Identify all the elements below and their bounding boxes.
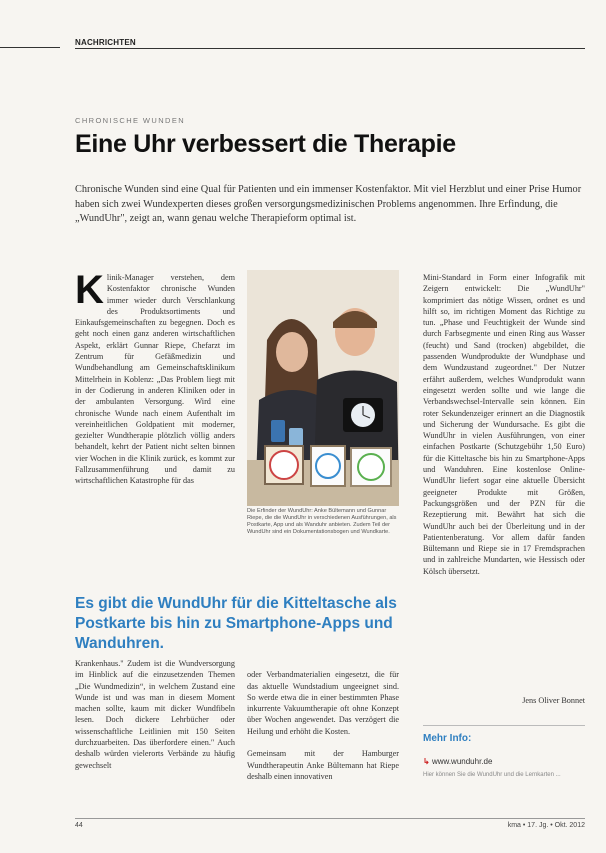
- footer-publication: kma • 17. Jg. • Okt. 2012: [507, 822, 585, 829]
- top-rule-left: [0, 47, 60, 48]
- link-arrow-icon: ↳: [423, 757, 430, 766]
- photo-caption: Die Erfinder der WundUhr: Anke Bültemann und Gunnar Riepe, die die WundUhr in verschiedenen Ausführungen, als Postkarte, App und als Wanduhr anbieten. Zudem Teil der WundUhr sind ein Dokumentationsbogen und Wundkarte.: [247, 508, 397, 535]
- photo-illustration: [247, 270, 399, 506]
- article-column-1-continued: [75, 658, 235, 808]
- article-lead: Chronische Wunden sind eine Qual für Patienten und ein immenser Kostenfaktor. Mit viel Herzblut und einer Prise Humor haben sich zwei Wundexperten dieses großen versorgungsmedizinischen Problems angenommen. Ihre Erfindung, die „WundUhr", zeigt an, wann genau welche Therapieform optimal ist.: [75, 184, 582, 224]
- column-3-text: Mini-Standard in Form einer Infografik mit Zeigern entwickelt: Die „WundUhr" komprimiert das nötige Wissen, ordnet es und hilft so, im richtigen Moment das Richtige zu tun. „Phase und Feuchtigkeit der Wunde sind durch Farbsegmente und einen Ring aus Wasser (feucht) und Sand (trocken) abgebildet, die passenden Wundprodukte der Wundphase und dem Wundzustand zugeordnet." Der Nutzer erfährt außerdem, welches Wundprodukt wann eingesetzt werden sollte und wie lange die Verbandswechsel-Intervalle sein können. Ein roter Sekundenzeiger erinnert an die Diagnostik und Sicherung der Wundursache. Es gibt die WundUhr in vielen Ausführungen, von einer einfachen Postkarte (Schutzgebühr 1,50 Euro) für die Kitteltasche bis hin zu Smartphone-Apps und Wanduhren. Eine kostenlose Online-WundUhr liefert sogar eine aktuelle Übersicht geeigneter Produkte mit Größen, Packungsgrößen und der PZN für die Rezeptierung mit. Bewährt hat sich die WundUhr auch bei der Überleitung und in der Patientenberatung. Vor allem dafür fanden Bültemann und Riepe sie in 17 Fremdsprachen und in zahlreiche Mundarten, wie Hessisch oder Kölsch übersetzt.: [423, 273, 585, 576]
- column-1-continued-text: Krankenhaus." Zudem ist die Wundversorgung im Hinblick auf die einzusetzenden Themen „Die Wundmedizin“, in welchem Zustand eine Wunde ist und was man in diesem Moment machen sollte, kaum mit dicker Wundfibeln lesen. Doch dickere Lehrbücher oder wissenschaftliche Leitlinien mit 150 Seiten durchzuarbeiten. Das überfordere einen." Auch deshalb würden vielerorts Verbände zu häufig gewechselt: [75, 659, 235, 770]
- dropcap: K: [75, 272, 104, 312]
- more-info-label: Mehr Info:: [423, 733, 472, 744]
- footer-rule: [75, 818, 585, 819]
- page-number: 44: [75, 822, 83, 829]
- column-2-continued-text: oder Verbandmaterialien eingesetzt, die für das aktuelle Wundstadium ungeeignet sind. So werde etwa die in einer bestimmten Phase inkurrente Vakuumtherapie oft ohne Konzept über Wochen angewendet. Das verzögert die Heilung und erhöht die Kosten. Gemeinsam mit der Hamburger Wundtherapeutin Anke Bültemann hat Riepe deshalb einen innovativen: [247, 670, 399, 781]
- more-info-link-text[interactable]: www.wunduhr.de: [431, 757, 493, 766]
- article-column-2-continued: [247, 658, 399, 808]
- article-column-3: [423, 272, 585, 692]
- more-info-note: Hier können Sie die WundUhr und die Lernkarten ...: [423, 772, 561, 778]
- section-label: NACHRICHTEN: [75, 38, 136, 47]
- article-author: Jens Oliver Bonnet: [522, 696, 585, 705]
- article-photo: [247, 270, 399, 506]
- top-rule: [75, 48, 585, 49]
- info-rule: [423, 725, 585, 726]
- pull-quote: Es gibt die WundUhr für die Kitteltasche als Postkarte bis hin zu Smartphone-Apps und Wanduhren.: [75, 595, 397, 652]
- more-info-link[interactable]: [423, 757, 492, 766]
- column-1-text: linik-Manager verstehen, dem Kostenfaktor chronische Wunden immer wieder durch Verschlankung des Produktsortiments und Einkaufsgemeinschaften zu begegnen. Doch es geht noch einen ganz anderen wirtschaftlichen Aspekt, erklärt Gunnar Riepe, Chefarzt im Zentrum für Gefäßmedizin und Wundbehandlung am Gemeinschaftsklinikum Mittelrhein in Koblenz: „Das Problem liegt mit in der Codierung in anderen Kliniken oder in der ambulanten Versorgung. Wird eine chronische Wunde nach einem Aufenthalt im vereinheitlichen Goldpatient mit moderner, gezielter Wundtherapie plötzlich völlig anders behandelt, kehrt der Patient nicht selten binnen vier Wochen in die Klinik zurück, es kommt zur Fallzusammenführung und damit zu wirtschaftlichen Katastrophe für das: [75, 273, 235, 486]
- article-kicker: CHRONISCHE WUNDEN: [75, 116, 186, 125]
- article-column-1: [75, 272, 235, 572]
- article-title: Eine Uhr verbessert die Therapie: [75, 130, 456, 158]
